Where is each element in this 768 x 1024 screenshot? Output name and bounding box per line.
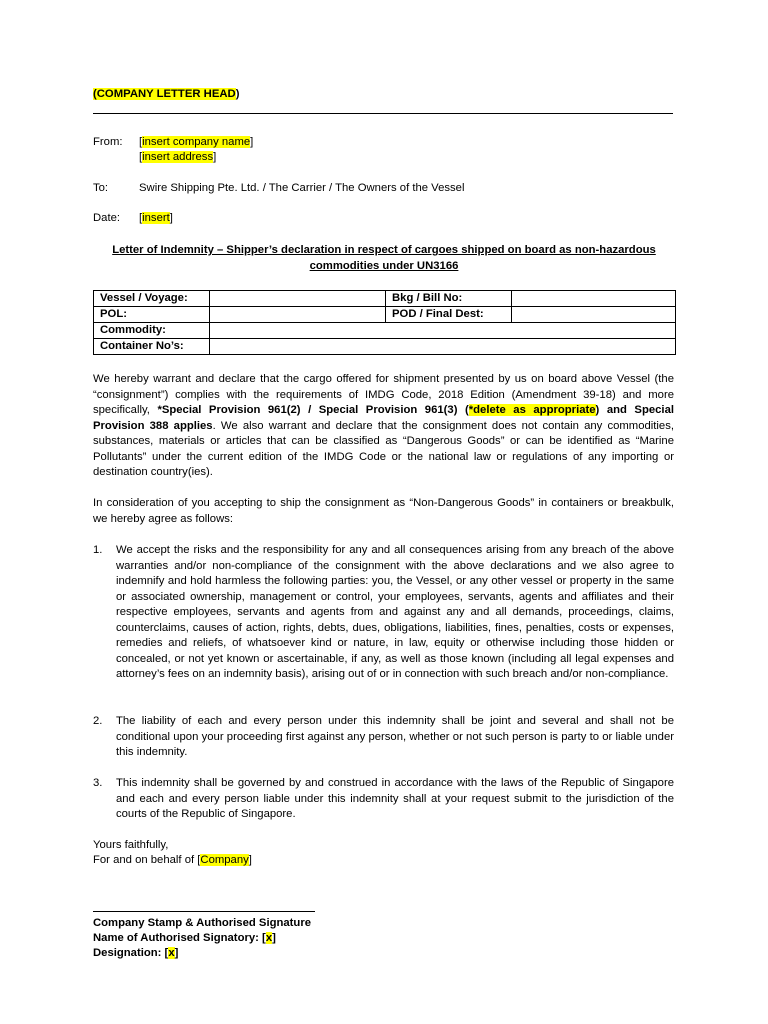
to-label: To: xyxy=(93,182,109,194)
consideration-paragraph: In consideration of you accepting to ship the consignment as “Non-Dangerous Goods” in containers or breakbulk, we hereby agree as follows: xyxy=(93,497,674,525)
signatory-name: Name of Authorised Signatory: [x] xyxy=(93,932,276,944)
vessel-voyage-field[interactable] xyxy=(210,291,386,307)
container-label: Container No’s: xyxy=(94,339,210,355)
date-label: Date: xyxy=(93,212,121,224)
list-item xyxy=(93,714,674,761)
closing-salutation: Yours faithfully, xyxy=(93,839,169,851)
date-value: [insert] xyxy=(139,212,173,224)
table-row xyxy=(94,291,676,307)
commodity-field[interactable] xyxy=(210,323,676,339)
vessel-voyage-label: Vessel / Voyage: xyxy=(94,291,210,307)
from-label: From: xyxy=(93,136,123,148)
container-field[interactable] xyxy=(210,339,676,355)
designation: Designation: [x] xyxy=(93,947,179,959)
to-value: Swire Shipping Pte. Ltd. / The Carrier / The Owners of the Vessel xyxy=(139,182,465,194)
shipment-details-table xyxy=(93,290,676,355)
list-item xyxy=(93,776,674,823)
pod-field[interactable] xyxy=(512,307,676,323)
item-text: We accept the risks and the responsibility for any and all consequences arising from any breach of the above warranties and/or non-compliance of the consignment with the above declarations and we also agree to indemnify and hold harmless the following parties: you, the Vessel, or any other vessel or property in the same or associated ownership, management or control, your employees, servants, agents and affiliates and their respective employees, servants and agents from and against any and all demands, proceedings, claims, counterclaims, causes of action, rights, debts, dues, obligations, liabilities, fines, penalties, costs or expenses, remedies and reliefs, of whatsoever kind or nature, in law, equity or otherwise including those hidden or concealed, or not yet known or ascertainable, if any, as well as those known (including all legal expenses and attorney’s fees on an indemnity basis), arising out of or in connection with such breach and/or non-compliance. xyxy=(116,544,674,680)
from-address: [insert address] xyxy=(139,151,217,163)
on-behalf-line: For and on behalf of [Company] xyxy=(93,854,252,866)
item-number: 1. xyxy=(93,544,103,556)
pod-label: POD / Final Dest: xyxy=(386,307,512,323)
pol-label: POL: xyxy=(94,307,210,323)
warranty-paragraph: We hereby warrant and declare that the cargo offered for shipment presented by us on board above Vessel (the “consignment”) complies with the requirements of IMDG Code, 2018 Edition (Amendment 39-18) and more specifically, *Special Provision 961(2) / Special Provision 961(3) (*delete as appropriate) and Special Provision 388 applies. We also warrant and declare that the consignment does not contain any commodities, substances, materials or articles that can be classified as “Dangerous Goods” or can be identified as “Marine Pollutants” under the current edition of the IMDG Code or the national law or regulations of any importing or destination country(ies). xyxy=(93,373,675,478)
stamp-signature-label: Company Stamp & Authorised Signature xyxy=(93,917,312,929)
item-text: This indemnity shall be governed by and construed in accordance with the laws of the Republic of Singapore and each and every person liable under this indemnity shall at your request submit to the jurisdiction of the courts of the Republic of Singapore. xyxy=(116,777,674,820)
signature-line xyxy=(93,911,315,912)
letter-title: Letter of Indemnity – Shipper’s declaration in respect of cargoes shipped on board as non-hazardous commodities under UN3166 xyxy=(112,244,656,272)
table-row xyxy=(94,339,676,355)
item-number: 2. xyxy=(93,715,103,727)
item-number: 3. xyxy=(93,777,103,789)
commodity-label: Commodity: xyxy=(94,323,210,339)
letterhead-rule xyxy=(93,113,673,114)
table-row xyxy=(94,323,676,339)
table-row xyxy=(94,307,676,323)
letterhead-placeholder: (COMPANY LETTER HEAD) xyxy=(93,88,240,100)
bkg-bill-label: Bkg / Bill No: xyxy=(386,291,512,307)
from-company: [insert company name] xyxy=(139,136,254,148)
bkg-bill-field[interactable] xyxy=(512,291,676,307)
list-item xyxy=(93,543,674,683)
pol-field[interactable] xyxy=(210,307,386,323)
item-text: The liability of each and every person under this indemnity shall be joint and several and shall not be conditional upon your proceeding first against any person, whether or not such person is party to or liable under this indemnity. xyxy=(116,715,674,758)
